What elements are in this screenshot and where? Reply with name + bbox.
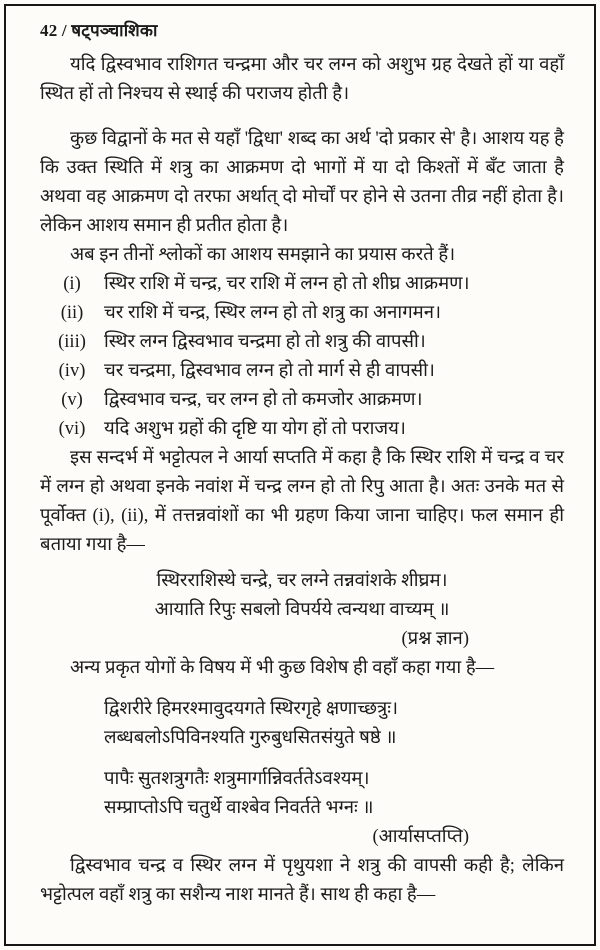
page-border-frame: [4, 4, 596, 946]
paragraph-dvidha-meaning: कुछ विद्वानों के मत से यहाँ 'द्विधा' शब्द का अर्थ 'दो प्रकार से' है। आशय यह है कि उक्त स्थिति में शत्रु का आक्रमण दो भागों में या दो किश्तों में बँट जाता है अथवा वह आक्रमण दो तरफा अर्थात् दो मोर्चों पर होने से उतना तीव्र नहीं होता है। लेकिन आशय समान ही प्रतीत होता है।: [40, 129, 564, 236]
list-marker: (iii): [58, 332, 86, 352]
verse-prashna-gyan: [40, 567, 564, 625]
list-item: [40, 328, 564, 357]
verse-line: पापैः सुतशत्रुगतैः शत्रुमार्गान्निवर्ततेऽवश्यम्।: [104, 769, 370, 789]
verse-dvishareere: [104, 695, 564, 753]
verse-line: सम्प्राप्तोऽपि चतुर्थे वाश्बेव निवर्तते भग्नः ॥: [104, 798, 374, 818]
paragraph-shloka-lead-in: अब इन तीनों श्लोकों का आशय समझाने का प्रयास करते हैं।: [70, 245, 456, 265]
list-item: [40, 386, 564, 415]
page-body: [40, 51, 564, 910]
list-text: चर राशि में चन्द्र, स्थिर लग्न हो तो शत्रु का अनागमन।: [104, 303, 441, 323]
list-marker: (vi): [58, 419, 86, 439]
verse-line: आयाति रिपुः सबलो विपर्यये त्वन्यथा वाच्यम् ॥: [154, 600, 450, 620]
attribution-arya-saptati: (आर्यासप्तप्ति): [372, 827, 469, 847]
list-marker: (i): [63, 274, 81, 294]
list-item: [40, 299, 564, 328]
paragraph-bhattotpala-reference: इस सन्दर्भ में भट्टोत्पल ने आर्या सप्तति में कहा है कि स्थिर राशि में चन्द्र व चर में लग्न हो अथवा इनके नवांश में चन्द्र लग्न हो तो रिपु आता है। अतः उनके मत से पूर्वोक्त (i), (ii), में तत्तन्नवांशों का भी ग्रहण किया जाना चाहिए। फल समान ही बताया गया है—: [40, 448, 564, 555]
verse-line: लब्धबलोऽपिविनश्यति गुरुबुधसितसंयुते षष्ठे ॥: [104, 728, 397, 748]
shloka-points-list: [40, 270, 564, 444]
verse-paapaih: [104, 765, 564, 823]
paragraph-prithuyasha-conclusion: द्विस्वभाव चन्द्र व स्थिर लग्न में पृथुयशा ने शत्रु की वापसी कही है; लेकिन भट्टोत्पल वहाँ शत्रु का सशैन्य नाश मानते हैं। साथ ही कहा है—: [40, 856, 564, 905]
list-item: [40, 415, 564, 444]
list-marker: (v): [61, 390, 83, 410]
verse-line: द्विशरीरे हिमरश्मावुदयगते स्थिरगृहे क्षणाच्छत्रुः।: [104, 699, 398, 719]
attribution-prashna-gyan: (प्रश्न ज्ञान): [401, 629, 469, 649]
list-text: द्विस्वभाव चन्द्र, चर लग्न हो तो कमजोर आक्रमण।: [104, 390, 423, 410]
list-marker: (iv): [58, 361, 86, 381]
list-item: [40, 357, 564, 386]
list-text: यदि अशुभ ग्रहों की दृष्टि या योग हों तो पराजय।: [104, 419, 406, 439]
paragraph-intro: यदि द्विस्वभाव राशिगत चन्द्रमा और चर लग्न को अशुभ ग्रह देखते हों या वहाँ स्थित हों तो निश्चय से स्थाई की पराजय होती है।: [40, 55, 564, 104]
page-number-and-book-title: 42 / षट्पञ्चाशिका: [40, 21, 158, 40]
list-marker: (ii): [60, 303, 84, 323]
list-text: स्थिर लग्न द्विस्वभाव चन्द्रमा हो तो शत्रु की वापसी।: [104, 332, 426, 352]
verse-line: स्थिरराशिस्थे चन्द्रे, चर लग्ने तन्नवांशके शीघ्रम।: [156, 571, 448, 591]
paragraph-other-yogas: अन्य प्रकृत योगों के विषय में भी कुछ विशेष ही वहाँ कहा गया है—: [70, 658, 495, 678]
page-header: [40, 18, 564, 41]
list-text: स्थिर राशि में चन्द्र, चर राशि में लग्न हो तो शीघ्र आक्रमण।: [104, 274, 470, 294]
list-text: चर चन्द्रमा, द्विस्वभाव लग्न हो तो मार्ग से ही वापसी।: [104, 361, 435, 381]
list-item: [40, 270, 564, 299]
